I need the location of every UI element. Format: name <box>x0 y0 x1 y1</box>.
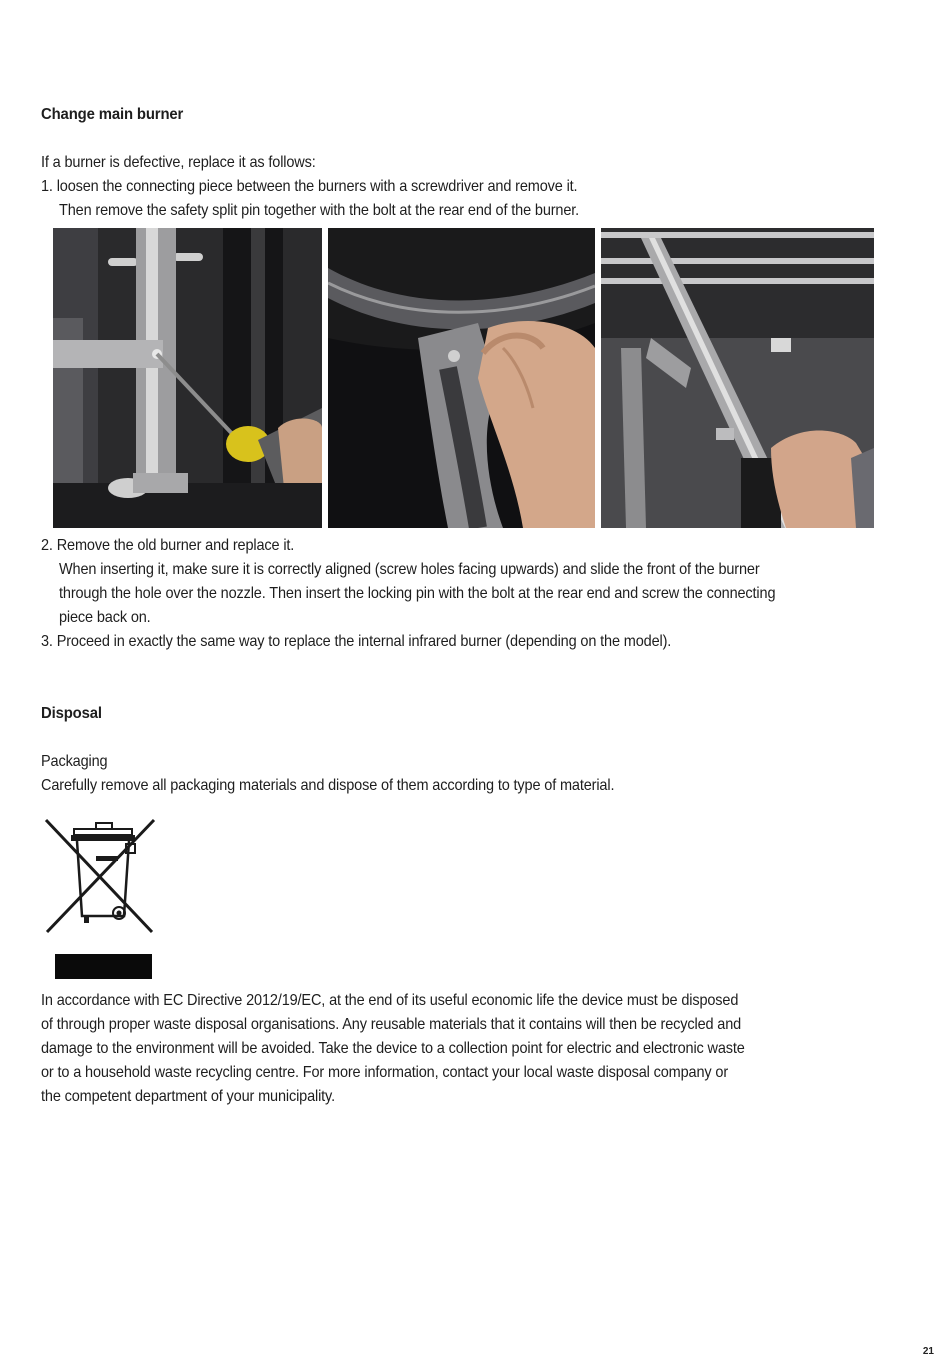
step-2-line-3: through the hole over the nozzle. Then insert the locking pin with the bolt at the rear end and screw the connecting <box>59 585 776 602</box>
directive-line-4: or to a household waste recycling centre. For more information, contact your local waste disposal company or <box>41 1064 729 1081</box>
directive-line-1: In accordance with EC Directive 2012/19/EC, at the end of its useful economic life the device must be disposed <box>41 992 739 1009</box>
photo-lift-out-burner <box>601 228 874 528</box>
packaging-title: Packaging <box>41 753 108 770</box>
packaging-text: Carefully remove all packaging materials and dispose of them according to type of material. <box>41 777 615 794</box>
heading-disposal: Disposal <box>41 705 102 722</box>
directive-line-5: the competent department of your municipality. <box>41 1088 335 1105</box>
step-2-line-1: 2. Remove the old burner and replace it. <box>41 537 295 554</box>
step-3-line-1: 3. Proceed in exactly the same way to replace the internal infrared burner (depending on the model). <box>41 633 672 650</box>
weee-underline-bar <box>55 954 152 979</box>
intro-text: If a burner is defective, replace it as follows: <box>41 154 316 171</box>
step-1-line-2: Then remove the safety split pin together with the bolt at the rear end of the burner. <box>59 202 580 219</box>
crossed-out-wheelie-bin-icon <box>44 816 158 936</box>
photo-remove-split-pin <box>328 228 595 528</box>
directive-line-3: damage to the environment will be avoided. Take the device to a collection point for electric and electronic waste <box>41 1040 745 1057</box>
heading-change-main-burner: Change main burner <box>41 106 184 123</box>
photo-loosen-connecting-piece <box>53 228 322 528</box>
page-number: 21 <box>922 1346 934 1357</box>
step-2-line-2: When inserting it, make sure it is correctly aligned (screw holes facing upwards) and slide the front of the burner <box>59 561 760 578</box>
step-1-line-1: 1. loosen the connecting piece between the burners with a screwdriver and remove it. <box>41 178 578 195</box>
step-2-line-4: piece back on. <box>59 609 151 626</box>
directive-line-2: of through proper waste disposal organisations. Any reusable materials that it contains will then be recycled and <box>41 1016 742 1033</box>
